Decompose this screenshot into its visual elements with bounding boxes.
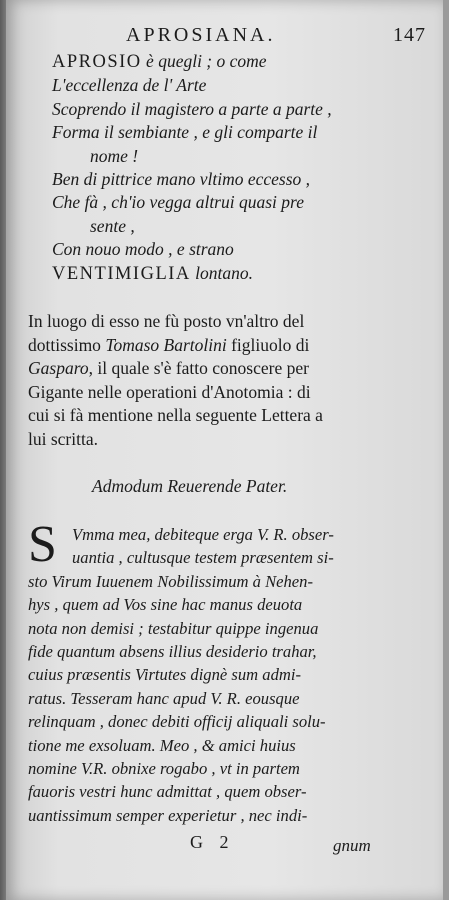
italic-name: Gasparo bbox=[28, 358, 89, 378]
prose-line bbox=[28, 404, 433, 428]
letter-line: relinquam , donec debiti officij aliquali solu- bbox=[28, 712, 326, 732]
prose-text: figliuolo di bbox=[226, 334, 310, 355]
letter-line: nomine V.R. obnixe rogabo , vt in partem bbox=[28, 759, 300, 779]
poem-line bbox=[52, 50, 432, 74]
page-number: 147 bbox=[393, 24, 426, 46]
prose-line bbox=[28, 428, 433, 452]
letter-line: sto Virum Iuuenem Nobilissimum à Nehen- bbox=[28, 571, 313, 591]
poem-line bbox=[52, 262, 432, 286]
prose-line bbox=[28, 334, 433, 358]
poem-line-text: Scoprendo il magistero a parte a parte , bbox=[52, 98, 332, 119]
letter-line: cuius præsentis Virtutes dignè sum admi- bbox=[28, 665, 302, 685]
poem-line-text: nome ! bbox=[90, 145, 139, 166]
letter-line: fauoris vestri hunc admittat , quem obser- bbox=[28, 782, 307, 802]
signature-mark: G 2 bbox=[190, 832, 235, 852]
letter-line: uantia , cultusque testem præsentem si- bbox=[72, 548, 334, 568]
prose-text: lui scritta. bbox=[28, 428, 98, 449]
letter-line: Vmma mea, debiteque erga V. R. obser- bbox=[72, 525, 334, 544]
poem-line bbox=[52, 121, 432, 144]
poem-line-text: L'eccellenza de l' Arte bbox=[52, 75, 207, 96]
letter-line: tione me exsoluam. Meo , & amici huius bbox=[28, 735, 296, 755]
poem-line-text: è quegli ; o come bbox=[141, 51, 267, 71]
letter-salutation: Admodum Reuerende Pater. bbox=[92, 476, 288, 496]
poem-line-caps: APROSIO bbox=[52, 52, 142, 72]
letter-line: nota non demisi ; testabitur quippe ingenua bbox=[28, 618, 319, 638]
prose-text: , il quale s'è fatto conoscere per bbox=[88, 358, 309, 378]
prose-line bbox=[28, 357, 433, 381]
letter-line: hys , quem ad Vos sine hac manus deuota bbox=[28, 595, 303, 615]
poem-block bbox=[52, 50, 432, 286]
poem-line-text: Che fà , ch'io vegga altrui quasi pre bbox=[52, 192, 304, 213]
prose-line bbox=[28, 310, 433, 334]
prose-text: In luogo di esso ne fù posto vn'altro del bbox=[28, 311, 305, 331]
prose-text: dottissimo bbox=[28, 334, 106, 355]
poem-line bbox=[52, 74, 432, 97]
book-page bbox=[6, 0, 443, 900]
drop-capital: S bbox=[28, 516, 57, 573]
running-header bbox=[126, 22, 426, 48]
prose-text: Gigante nelle operationi d'Anotomia : di bbox=[28, 381, 311, 402]
poem-line-text: Ben di pittrice mano vltimo eccesso , bbox=[52, 169, 311, 190]
prose-text: cui si fà mentione nella seguente Lettera a bbox=[28, 405, 323, 425]
letter-line: fide quantum absens illius desiderio trahar, bbox=[28, 642, 317, 662]
catchword: gnum bbox=[333, 836, 371, 855]
letter-line: uantissimum semper experietur , nec indi- bbox=[28, 805, 308, 825]
page-footer bbox=[6, 832, 443, 858]
poem-line bbox=[52, 238, 432, 261]
poem-line bbox=[52, 168, 432, 191]
latin-letter bbox=[28, 516, 438, 827]
poem-line bbox=[52, 98, 432, 121]
italic-name: Tomaso Bartolini bbox=[105, 334, 227, 355]
poem-line-text: Forma il sembiante , e gli comparte il bbox=[52, 122, 318, 143]
poem-line bbox=[52, 215, 432, 238]
poem-line-text: Con nouo modo , e strano bbox=[52, 239, 234, 260]
running-title: APROSIANA. bbox=[126, 24, 276, 46]
poem-line bbox=[52, 191, 432, 214]
prose-paragraph bbox=[28, 310, 433, 451]
poem-line-text: sente , bbox=[90, 215, 135, 236]
prose-line bbox=[28, 381, 433, 405]
letter-line: ratus. Tesseram hanc apud V. R. eousque bbox=[28, 688, 300, 708]
poem-line-caps: VENTIMIGLIA bbox=[52, 263, 191, 284]
poem-line-text: lontano. bbox=[190, 262, 254, 283]
poem-line bbox=[52, 145, 432, 168]
